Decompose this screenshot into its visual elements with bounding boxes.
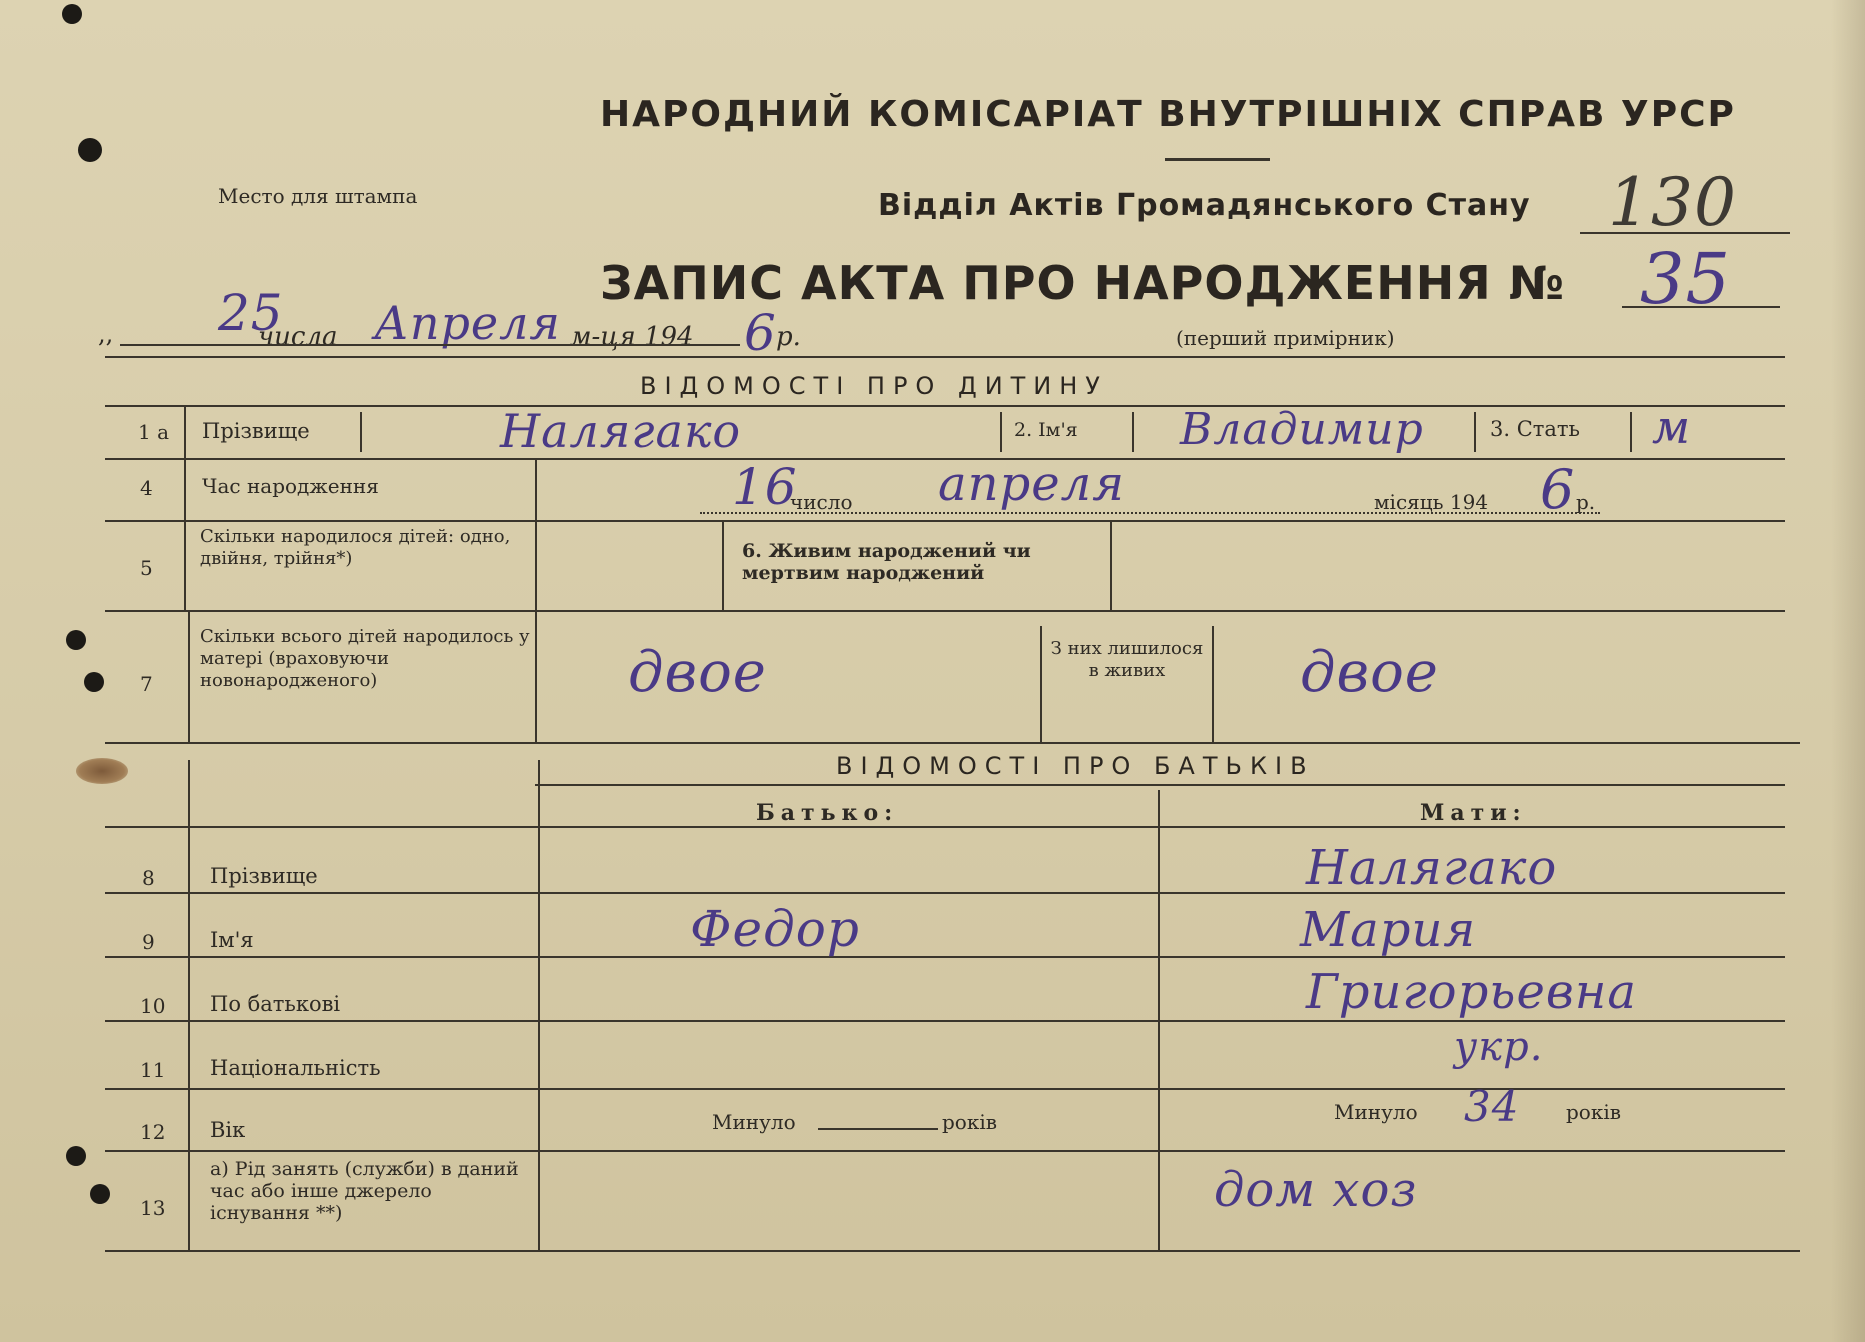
row-number: 4 bbox=[140, 476, 153, 500]
mother-column-header: Мати: bbox=[1420, 800, 1527, 826]
col-rule bbox=[188, 760, 190, 1250]
col-rule bbox=[535, 458, 537, 742]
total-children-value: двое bbox=[628, 640, 767, 705]
father-value: Федор bbox=[690, 900, 860, 958]
rule bbox=[105, 405, 1785, 407]
total-children-label: Скільки всього дітей народилось у матері (враховуючи новонародженого) bbox=[200, 626, 530, 691]
row-number: 11 bbox=[140, 1058, 166, 1082]
row-number: 1 а bbox=[138, 420, 170, 444]
row-number: 5 bbox=[140, 556, 153, 580]
row-number: 9 bbox=[142, 930, 155, 954]
mother-value: укр. bbox=[1454, 1024, 1544, 1070]
rule bbox=[105, 956, 1785, 958]
mother-value: дом хоз bbox=[1214, 1162, 1418, 1218]
rule bbox=[105, 1088, 1785, 1090]
mother-age-prefix: Минуло bbox=[1334, 1100, 1418, 1124]
born-alive-label: 6. Живим народжений чи мертвим народжений bbox=[742, 540, 1031, 584]
record-year-digit: 6 bbox=[744, 304, 777, 362]
row-number: 10 bbox=[140, 994, 166, 1018]
surviving-value: двое bbox=[1300, 640, 1439, 705]
birth-date-line bbox=[700, 512, 1600, 514]
record-day-value: 25 bbox=[218, 284, 284, 342]
stain-mark bbox=[76, 758, 128, 784]
mother-value: Налягако bbox=[1306, 840, 1558, 896]
father-age-line bbox=[818, 1128, 938, 1130]
rule bbox=[105, 1150, 1785, 1152]
children-born-label: Скільки народилося дітей: одно, двійня, трійня*) bbox=[200, 526, 511, 569]
col-rule bbox=[1040, 626, 1042, 742]
row-number: 7 bbox=[140, 672, 153, 696]
birth-day-label: число bbox=[790, 490, 853, 514]
child-name-label: 2. Ім'я bbox=[1014, 419, 1078, 441]
copy-note: (перший примірник) bbox=[1176, 326, 1395, 350]
col-rule bbox=[538, 760, 540, 1250]
surviving-label: З них лишилося в живих bbox=[1050, 638, 1204, 681]
rule bbox=[105, 520, 1785, 522]
punch-hole bbox=[84, 672, 104, 692]
parent-field-label: Національність bbox=[210, 1056, 381, 1080]
parent-field-label: а) Рід занять (служби) в даний час або інше джерело існування **) bbox=[210, 1158, 519, 1224]
rule bbox=[105, 1020, 1785, 1022]
record-number: 35 bbox=[1640, 238, 1732, 320]
punch-hole bbox=[62, 4, 82, 24]
punch-hole bbox=[90, 1184, 110, 1204]
record-day-label: числа bbox=[258, 322, 338, 352]
parent-field-label: Вік bbox=[210, 1118, 246, 1142]
col-rule bbox=[1132, 412, 1134, 452]
child-surname-value: Налягако bbox=[500, 404, 742, 458]
parent-field-label: Ім'я bbox=[210, 928, 254, 952]
child-name-value: Владимир bbox=[1180, 404, 1424, 455]
record-year-suffix: р. bbox=[776, 322, 801, 352]
row-number: 13 bbox=[140, 1196, 166, 1220]
rule bbox=[105, 356, 1785, 358]
mother-value: 34 bbox=[1464, 1082, 1520, 1131]
rule bbox=[535, 784, 1785, 786]
col-rule bbox=[1110, 520, 1112, 610]
birth-year-suffix: р. bbox=[1576, 490, 1596, 514]
parent-field-label: По батькові bbox=[210, 992, 341, 1016]
rule bbox=[105, 826, 1785, 828]
father-column-header: Батько: bbox=[756, 800, 899, 826]
date-line bbox=[120, 344, 740, 346]
parents-section-title: ВІДОМОСТІ ПРО БАТЬКІВ bbox=[836, 752, 1315, 780]
birth-month-label: місяць 194 bbox=[1374, 490, 1489, 514]
col-rule bbox=[1474, 412, 1476, 452]
child-section-title: ВІДОМОСТІ ПРО ДИТИНУ bbox=[640, 372, 1108, 400]
rule bbox=[105, 1250, 1800, 1252]
birth-time-label: Час народження bbox=[202, 474, 379, 498]
record-number-line bbox=[1622, 306, 1780, 308]
col-rule bbox=[1158, 790, 1160, 1250]
row-number: 12 bbox=[140, 1120, 166, 1144]
mother-value: Мария bbox=[1300, 902, 1477, 958]
parent-field-label: Прізвище bbox=[210, 864, 318, 888]
col-rule bbox=[722, 520, 724, 610]
father-age-prefix: Минуло bbox=[712, 1110, 796, 1134]
father-age-suffix: років bbox=[942, 1110, 997, 1134]
child-sex-label: 3. Стать bbox=[1490, 417, 1580, 441]
birth-month-value: апреля bbox=[938, 456, 1126, 512]
mother-value: Григорьевна bbox=[1306, 964, 1638, 1020]
punch-hole bbox=[66, 630, 86, 650]
dept-number-line bbox=[1580, 232, 1790, 234]
rule bbox=[105, 742, 1800, 744]
department-number: 130 bbox=[1608, 164, 1737, 241]
child-sex-value: м bbox=[1652, 400, 1692, 454]
row-number: 8 bbox=[142, 866, 155, 890]
col-rule bbox=[360, 412, 362, 452]
punch-hole bbox=[66, 1146, 86, 1166]
col-rule bbox=[188, 610, 190, 742]
record-month-value: Апреля bbox=[374, 296, 561, 350]
department-title: Відділ Актів Громадянського Стану bbox=[878, 188, 1531, 223]
col-rule bbox=[1000, 412, 1002, 452]
ministry-underline bbox=[1165, 158, 1270, 161]
stamp-place-label: Место для штампа bbox=[218, 184, 418, 208]
col-rule bbox=[1630, 412, 1632, 452]
child-surname-label: Прізвище bbox=[202, 419, 310, 443]
record-title: ЗАПИС АКТА ПРО НАРОДЖЕННЯ № bbox=[600, 256, 1565, 310]
record-month-label: м-ця 194 bbox=[570, 322, 694, 352]
page-edge-shadow bbox=[1831, 0, 1865, 1342]
date-quote: ,, bbox=[98, 320, 114, 348]
punch-hole bbox=[78, 138, 102, 162]
ministry-title: НАРОДНИЙ КОМІСАРІАТ ВНУТРІШНІХ СПРАВ УРСР bbox=[600, 94, 1736, 135]
col-rule bbox=[184, 405, 186, 610]
mother-age-suffix: років bbox=[1566, 1100, 1621, 1124]
birth-year-digit: 6 bbox=[1540, 458, 1576, 521]
rule bbox=[105, 610, 1785, 612]
birth-day-value: 16 bbox=[732, 458, 798, 516]
col-rule bbox=[1212, 626, 1214, 742]
